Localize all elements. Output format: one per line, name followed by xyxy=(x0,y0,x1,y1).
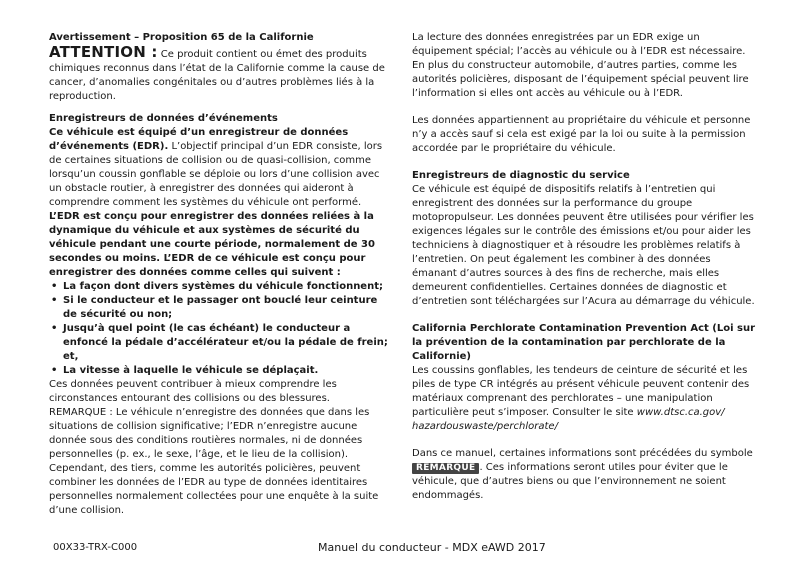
remark-badge: REMARQUE xyxy=(412,463,479,474)
attention-text: Ce produit contient ou émet des produits chimiques reconnus dans l’état de la Californie comme la cause de cancer, d’anomalies congénitales ou d’autres problèmes liés à la reproduction. xyxy=(49,49,385,102)
perchlorate-heading: California Perchlorate Contamination Prevention Act (Loi sur la prévention de la contamination par perchlorate de la Californie) xyxy=(412,323,756,362)
list-item: • Si le conducteur et le passager ont bouclé leur ceinture de sécurité ou non; xyxy=(49,294,391,322)
right-column xyxy=(412,31,757,503)
diagnostic-paragraph: Ce véhicule est équipé de dispositifs relatifs à l’entretien qui enregistrent des données sur la performance du groupe motopropulseur. Les données peuvent être utilisées pour vérifier les exigences légales sur le contrôle des émissions et/ou pour aider les techniciens à diagnostiquer et à résoudre les problèmes relatifs à l’entretien. On peut également les combiner à des données émanant d’autres sources à des fins de recherche, mais elles demeurent confidentielles. Certaines données de diagnostic et d’entretien sont téléchargées sur l’Acura au démarrage du véhicule. xyxy=(412,184,755,307)
data-ownership-paragraph: Les données appartiennent au propriétaire du véhicule et personne n’y a accès sauf si cela est exigé par la loi ou suite à la permission accordée par le propriétaire du véhicule. xyxy=(412,115,751,154)
perchlorate-url: www.dtsc.ca.gov/ hazardouswaste/perchlorate/ xyxy=(412,407,725,432)
list-item: • La façon dont divers systèmes du véhicule fonctionnent; xyxy=(49,280,391,294)
perchlorate-text: Les coussins gonflables, les tendeurs de ceinture de sécurité et les piles de type CR intégrés au présent véhicule peuvent contenir des matériaux comprenant des perchlorates – une manipulation particulière peut s’imposer. Consulter le site xyxy=(412,365,750,418)
manual-symbol-text-2: . Ces informations seront utiles pour éviter que le véhicule, que d’autres biens ou que l’environnement ne soient endommagés. xyxy=(412,462,728,501)
edr-reading-paragraph: La lecture des données enregistrées par un EDR exige un équipement spécial; l’accès au véhicule ou à l’EDR est nécessaire. En plus du constructeur automobile, d’autres parties, comme les autorités policières, disposant de l’équipement spécial peuvent lire l’information si elles ont accès au véhicule ou à l’EDR. xyxy=(412,32,749,99)
diagnostic-heading: Enregistreurs de diagnostic du service xyxy=(412,170,630,181)
manual-symbol-paragraph xyxy=(412,447,757,503)
edr-heading: Enregistreurs de données d’événements xyxy=(49,113,278,124)
edr-remark: REMARQUE : Le véhicule n’enregistre des données que dans les situations de collision significative; l’EDR n’enregistre aucune donnée sous des conditions routières normales, ni de données personnelles (p. ex., le sexe, l’âge, et le lieu de la collision). xyxy=(49,407,370,460)
list-item: • La vitesse à laquelle le véhicule se déplaçait. xyxy=(49,364,391,378)
perchlorate-paragraph xyxy=(412,364,757,434)
attention-label: ATTENTION : xyxy=(49,43,158,61)
edr-intro-text: L’objectif principal d’un EDR consiste, lors de certaines situations de collision ou de quasi-collision, comme lorsqu’un coussin gonflable se déploie ou lors d’une collision avec un obstacle routier, à enregistrer des données qui aideront à comprendre comment les systèmes du véhicule ont performé. xyxy=(49,141,383,208)
edr-bold-lead: Ce véhicule est équipé d’un enregistreur de données d’événements (EDR). xyxy=(49,127,349,152)
manual-symbol-text: Dans ce manuel, certaines informations sont précédées du symbole xyxy=(412,448,753,459)
attention-paragraph xyxy=(49,45,391,104)
left-column xyxy=(49,31,391,518)
edr-bold-block: L’EDR est conçu pour enregistrer des données reliées à la dynamique du véhicule et aux systèmes de sécurité du véhicule pendant une courte période, normalement de 30 secondes ou moins. L’EDR de ce véhicule est conçu pour enregistrer des données comme celles qui suivent : xyxy=(49,211,375,278)
edr-intro-paragraph xyxy=(49,126,391,210)
footer-code: 00X33-TRX-C000 xyxy=(53,542,138,553)
list-item: • Jusqu’à quel point (le cas échéant) le conducteur a enfoncé la pédale d’accélérateur et/ou la pédale de frein; et, xyxy=(49,322,391,364)
edr-text-3: Cependant, des tiers, comme les autorités policières, peuvent combiner les données de l’EDR au type de données identitaires personnelles normalement collectées pour une enquête à la suite d’une collision. xyxy=(49,463,379,516)
edr-bullet-list xyxy=(49,280,391,378)
prop65-heading: Avertissement – Proposition 65 de la Californie xyxy=(49,32,314,43)
edr-text-2: Ces données peuvent contribuer à mieux comprendre les circonstances entourant des collisions ou des blessures. xyxy=(49,379,337,404)
footer-title: Manuel du conducteur - MDX eAWD 2017 xyxy=(318,541,546,554)
